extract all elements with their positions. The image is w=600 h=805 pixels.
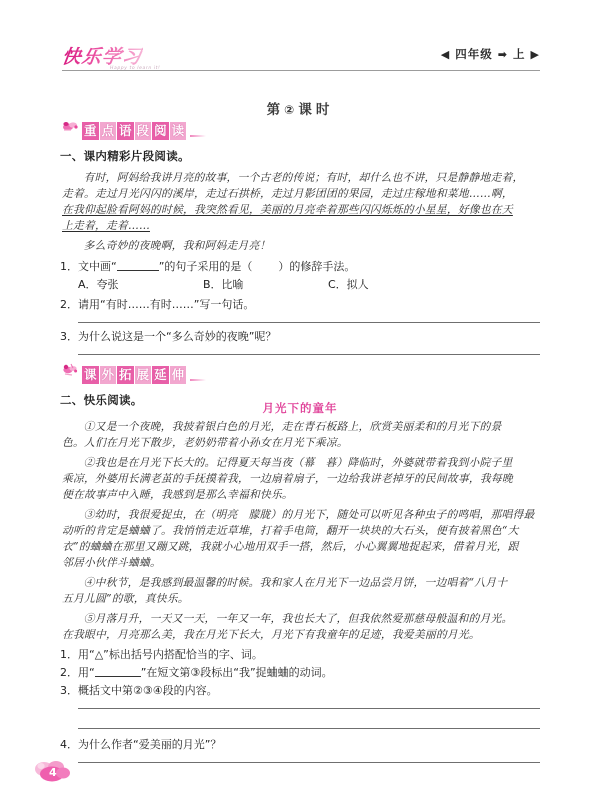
section1-q1-options xyxy=(78,276,369,292)
banner-tail xyxy=(190,135,206,137)
banner-char: 延 xyxy=(154,367,167,382)
reading-p2-line-2: 乘凉，外婆用长满老茧的手抚摸着我，一边扇着扇子，一边给我讲老掉牙的民间故事，我每晚 xyxy=(62,472,513,485)
reading-passage-title: 月光下的童年 xyxy=(262,401,338,415)
section2-question-4: 4．为什么作者“爱美丽的月光”？ xyxy=(60,738,222,751)
banner-char: 点 xyxy=(101,123,115,138)
q2-prefix: 2．用“ xyxy=(60,666,95,679)
reading-p4-line-1: ④中秋节，是我感到最温馨的时候。我和家人在月光下一边品尝月饼，一边唱着“八月十 xyxy=(83,576,508,589)
answer-line[interactable] xyxy=(78,322,540,323)
option-b[interactable]: B．比喻 xyxy=(203,278,244,291)
reading-p2-line-1: ②我也是在月光下长大的。记得夏天每当夜（幕 暮）降临时，外婆就带着我到小院子里 xyxy=(83,456,513,469)
q1-suffix: ）的修辞手法。 xyxy=(278,260,356,273)
banner-char: 重 xyxy=(84,123,97,138)
grade-indicator xyxy=(441,46,540,62)
section2-banner-text xyxy=(82,366,186,384)
lesson-title-prefix: 第 xyxy=(266,102,285,118)
passage-line-2: 走着。走过月光闪闪的溪岸，走过石拱桥，走过月影团团的果园，走过庄稼地和菜地……啊， xyxy=(62,187,513,200)
banner-char: 读 xyxy=(171,123,185,138)
section1-question-2: 2．请用“有时……有时……”写一句话。 xyxy=(60,298,255,311)
reading-p1-line-1: ①又是一个夜晚，我披着银白色的月光，走在青石板路上，欣赏美丽柔和的月光下的景 xyxy=(83,420,502,433)
grade-label: 四年级 xyxy=(455,47,493,61)
q1-prefix: 1．文中画“ xyxy=(60,260,117,273)
section2-question-1: 1．用“△”标出括号内搭配恰当的字、词。 xyxy=(60,648,263,661)
answer-line[interactable] xyxy=(78,762,540,763)
reading-p5-line-2: 在我眼中，月亮那么美，我在月光下长大，月光下有我童年的足迹，我爱美丽的月光。 xyxy=(62,628,480,641)
butterfly-decoration-icon xyxy=(62,362,82,382)
answer-line[interactable] xyxy=(78,708,540,709)
banner-char: 段 xyxy=(136,123,150,138)
q2-suffix: ”在短文第③段标出“我”捉蛐蛐的动词。 xyxy=(140,666,333,679)
section1-question-1 xyxy=(60,258,355,274)
lesson-title-suffix: 课时 xyxy=(298,102,334,118)
q2-blank[interactable] xyxy=(95,665,141,677)
brand-logo-subtitle: Happy to learn it! xyxy=(110,66,161,71)
section1-question-3: 3．为什么说这是一个“多么奇妙的夜晚”呢？ xyxy=(60,330,277,343)
banner-char: 课 xyxy=(84,367,97,382)
reading-p1-line-2: 色。人们在月光下散步，老奶奶带着小孙女在月光下乘凉。 xyxy=(62,436,348,449)
banner-char: 阅 xyxy=(154,123,167,138)
page-number-badge xyxy=(30,758,78,788)
banner-char: 外 xyxy=(101,367,115,382)
option-a[interactable]: A．夸张 xyxy=(78,278,119,291)
right-arrow-icon: ➡ xyxy=(497,48,508,61)
section1-heading: 一、课内精彩片段阅读。 xyxy=(60,149,190,163)
term-label: 上 xyxy=(513,47,526,61)
right-caret-icon: ▶ xyxy=(530,48,540,61)
flower-decoration-icon xyxy=(62,118,82,138)
answer-line[interactable] xyxy=(78,728,540,729)
reading-p4-line-2: 五月儿圆”的歌，真快乐。 xyxy=(62,592,189,605)
section2-heading: 二、快乐阅读。 xyxy=(60,393,143,407)
banner-char: 拓 xyxy=(119,367,132,382)
q1-blank[interactable] xyxy=(117,259,159,271)
banner-char: 伸 xyxy=(171,367,185,382)
section2-question-2 xyxy=(60,664,333,680)
section1-banner-text xyxy=(82,122,186,140)
reading-p3-line-1: ③幼时，我很爱捉虫，在（明亮 朦胧）的月光下，随处可以听见各种虫子的鸣唱，那唱得最 xyxy=(83,508,535,521)
banner-tail xyxy=(190,379,206,381)
left-arrow-icon: ◀ xyxy=(440,48,451,61)
brand-logo: 快乐学习 xyxy=(60,42,144,69)
lesson-title xyxy=(0,98,600,118)
q1-middle: ”的句子采用的是（ xyxy=(158,260,253,273)
passage-line-5: 多么奇妙的夜晚啊，我和阿妈走月亮！ xyxy=(83,239,271,252)
option-c[interactable]: C．拟人 xyxy=(328,278,369,291)
reading-p3-line-4: 邻居小伙伴斗蛐蛐。 xyxy=(62,556,161,569)
passage-line-1: 有时，阿妈给我讲月亮的故事，一个古老的传说；有时，却什么也不讲，只是静静地走着， xyxy=(83,171,524,184)
lesson-number: ② xyxy=(284,103,299,117)
answer-line[interactable] xyxy=(78,354,540,355)
banner-char: 语 xyxy=(119,123,132,138)
passage-line-4: 上走着，走着…… xyxy=(62,219,150,232)
reading-p2-line-3: 便在故事声中入睡，我感到是那么幸福和快乐。 xyxy=(62,488,293,501)
reading-p3-line-3: 衣”的蛐蛐在那里又蹦又跳，我就小心地用双手一搭，然后，小心翼翼地捉起来，借着月光，跟 xyxy=(62,540,519,553)
reading-p3-line-2: 动听的肯定是蛐蛐了。我悄悄走近草堆，打着手电筒，翻开一块块的大石头，便有披着黑色“大 xyxy=(62,524,519,537)
passage-line-3: 在我仰起脸看阿妈的时候，我突然看见，美丽的月亮牵着那些闪闪烁烁的小星星，好像也在天 xyxy=(62,203,513,216)
banner-char: 展 xyxy=(136,367,150,382)
reading-p5-line-1: ⑤月落月升，一天又一天，一年又一年，我也长大了，但我依然爱那慈母般温和的月光。 xyxy=(83,612,513,625)
page-number: 4 xyxy=(49,766,57,779)
section2-question-3: 3．概括文中第②③④段的内容。 xyxy=(60,684,218,697)
